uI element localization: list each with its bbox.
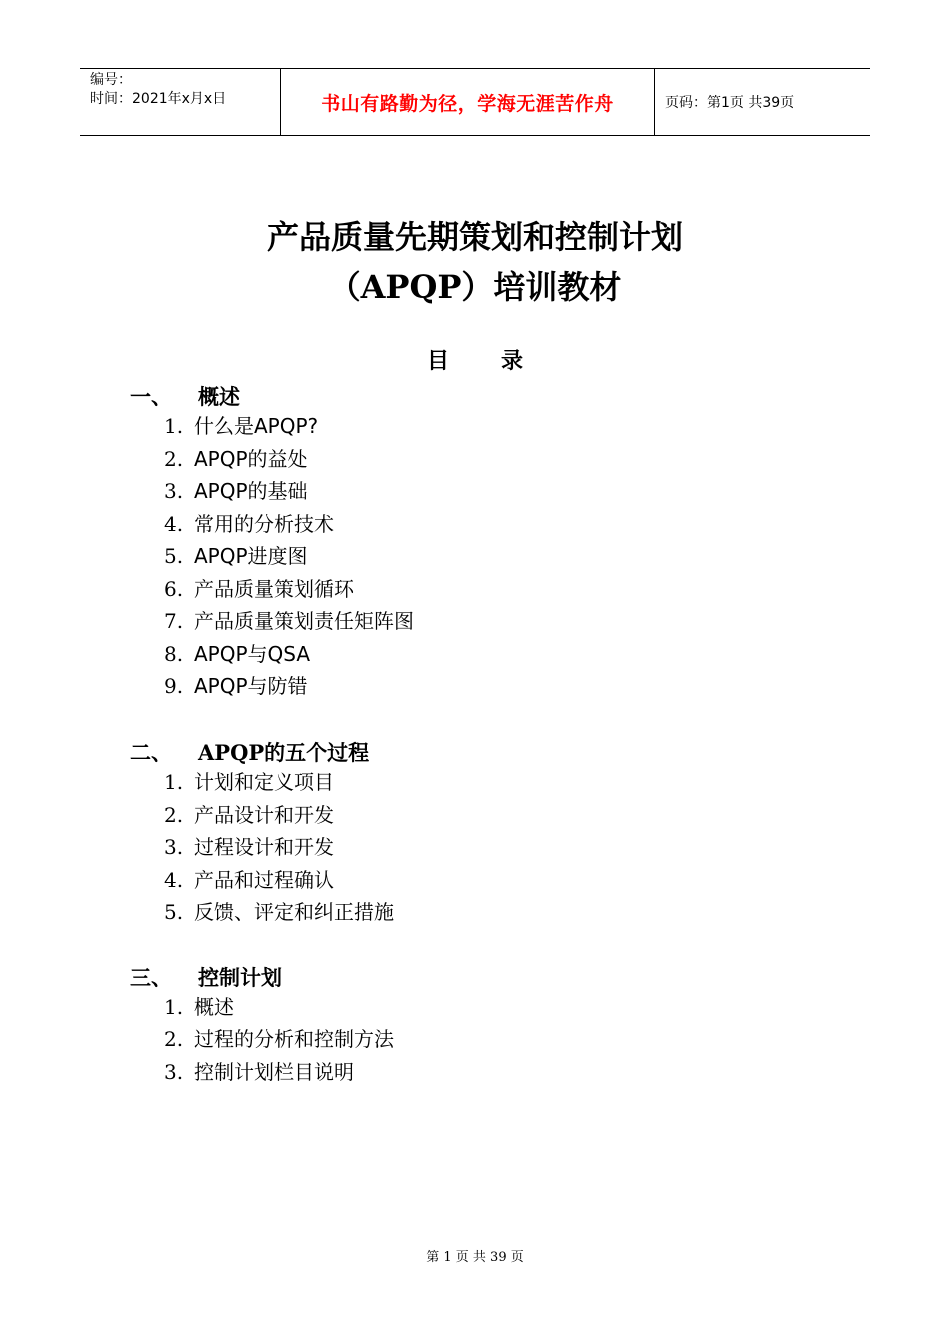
item-number: 8.: [164, 642, 184, 666]
item-text: 概述: [194, 995, 234, 1019]
item-number: 3.: [164, 479, 184, 503]
toc-item: [164, 577, 354, 601]
toc-item: [164, 803, 334, 827]
item-text: 过程的分析和控制方法: [194, 1027, 394, 1051]
section-number: 一、: [130, 385, 172, 409]
toc-item: [164, 835, 334, 859]
header-table: [80, 68, 870, 136]
item-text: 产品质量策划责任矩阵图: [194, 609, 414, 633]
toc-section-1: [130, 381, 240, 411]
title-paren-close: ）培训教材: [461, 268, 622, 306]
item-text: 控制计划栏目说明: [194, 1060, 354, 1084]
item-text: 产品质量策划循环: [194, 577, 354, 601]
item-number: 5.: [164, 900, 184, 924]
toc-item: [164, 609, 414, 633]
toc-item: [164, 995, 234, 1019]
section-title-text: 的五个过程: [264, 741, 370, 765]
doc-title-line1: 产品质量先期策划和控制计划: [266, 218, 683, 256]
toc-item: [164, 512, 334, 536]
item-text: APQP进度图: [194, 544, 308, 568]
title-apqp: APQP: [360, 268, 462, 306]
item-number: 1.: [164, 770, 184, 794]
item-number: 3.: [164, 1060, 184, 1084]
item-text: 产品和过程确认: [194, 868, 334, 892]
header-page-info: 页码：第1页 共39页: [665, 95, 795, 111]
item-number: 6.: [164, 577, 184, 601]
item-number: 9.: [164, 674, 184, 698]
toc-item: [164, 868, 334, 892]
section-title-latin: APQP: [198, 740, 265, 765]
item-text: 什么是APQP?: [194, 414, 319, 438]
toc-item: [164, 447, 308, 471]
header-slogan: 书山有路勤为径，学海无涯苦作舟: [281, 69, 655, 135]
item-number: 7.: [164, 609, 184, 633]
title-paren-open: （: [328, 268, 361, 306]
header-meta-cell: [80, 69, 281, 135]
section-title-text: 概述: [198, 385, 240, 409]
item-number: 1.: [164, 995, 184, 1019]
item-text: APQP与防错: [194, 674, 308, 698]
item-text: 常用的分析技术: [194, 512, 334, 536]
toc-item: [164, 642, 310, 666]
toc-heading: [0, 344, 950, 375]
item-number: 4.: [164, 868, 184, 892]
section-title: [198, 966, 282, 990]
time-label: 时间：2021年x月x日: [90, 91, 227, 107]
toc-section-3: [130, 962, 282, 992]
item-number: 2.: [164, 447, 184, 471]
item-text: APQP的益处: [194, 447, 308, 471]
toc-item: [164, 414, 318, 438]
toc-section-2: [130, 737, 369, 767]
toc-item: [164, 900, 394, 924]
item-number: 1.: [164, 414, 184, 438]
section-title: [198, 385, 240, 409]
item-number: 2.: [164, 803, 184, 827]
doc-title-line2: [0, 262, 950, 308]
item-number: 5.: [164, 544, 184, 568]
toc-heading-left: 目: [426, 349, 449, 374]
section-number: 三、: [130, 966, 172, 990]
toc-item: [164, 544, 308, 568]
toc-item: [164, 1027, 394, 1051]
section-title-text: 控制计划: [198, 966, 282, 990]
item-text: 过程设计和开发: [194, 835, 334, 859]
item-text: APQP与QSA: [194, 642, 311, 666]
item-text: 产品设计和开发: [194, 803, 334, 827]
toc-item: [164, 770, 334, 794]
section-title: [198, 741, 369, 765]
item-number: 2.: [164, 1027, 184, 1051]
item-number: 3.: [164, 835, 184, 859]
item-text: 计划和定义项目: [194, 770, 334, 794]
toc-heading-right: 录: [501, 349, 524, 374]
item-text: APQP的基础: [194, 479, 308, 503]
section-number: 二、: [130, 741, 172, 765]
toc-item: [164, 479, 308, 503]
page-footer: 第 1 页 共 39 页: [426, 1250, 524, 1265]
toc-item: [164, 1060, 354, 1084]
code-label: 编号：: [90, 72, 132, 88]
toc-item: [164, 674, 308, 698]
item-text: 反馈、评定和纠正措施: [194, 900, 394, 924]
item-number: 4.: [164, 512, 184, 536]
